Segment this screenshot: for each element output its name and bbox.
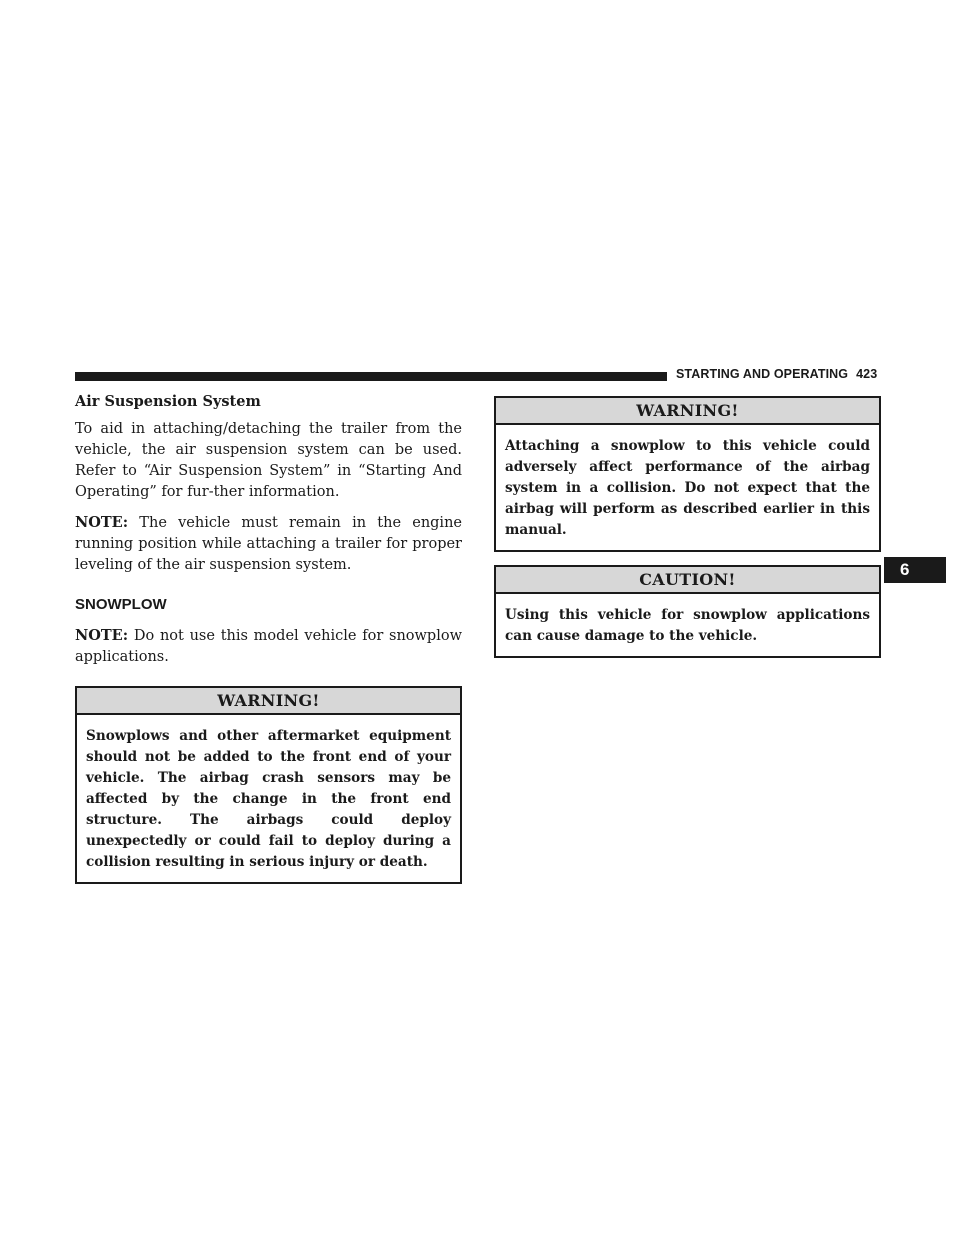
warning-title: WARNING! xyxy=(77,688,460,715)
section-title: STARTING AND OPERATING xyxy=(676,367,849,381)
note-label: NOTE: xyxy=(75,627,129,644)
warning-body: Snowplows and other aftermarket equipment should not be added to the front end of your vehicle. The airbag crash sensors may be affected by the change in the front end structure. The airbags could deploy unexpectedly or could fail to deploy during a collision resulting in serious injury or death. xyxy=(86,728,451,870)
chapter-tab: 6 xyxy=(884,557,946,583)
header-rule xyxy=(75,372,667,381)
note-text: The vehicle must remain in the engine running position while attaching a trailer for proper leveling of the air suspension system. xyxy=(75,515,462,573)
section-heading-snowplow: SNOWPLOW xyxy=(75,596,167,613)
subheading-air-suspension: Air Suspension System xyxy=(75,393,261,410)
paragraph-air-suspension: To aid in attaching/detaching the trailer from the vehicle, the air suspension system can be used. Refer to “Air Suspension System” in “Starting And Operating” for fur-ther information. xyxy=(75,421,462,500)
running-header xyxy=(676,367,877,381)
note-leveling xyxy=(75,512,462,576)
left-column xyxy=(75,391,462,895)
page-number: 423 xyxy=(856,367,878,381)
caution-box-snowplow xyxy=(494,565,881,658)
note-text: Do not use this model vehicle for snowplow applications. xyxy=(75,628,462,665)
warning-body: Attaching a snowplow to this vehicle could adversely affect performance of the airbag system in a collision. Do not expect that the airbag will perform as described earlier in this manual. xyxy=(505,438,870,538)
warning-box-snowplow-equipment xyxy=(75,686,462,884)
caution-title: CAUTION! xyxy=(496,567,879,594)
caution-body: Using this vehicle for snowplow applications can cause damage to the vehicle. xyxy=(505,607,870,644)
warning-box-airbag xyxy=(494,396,881,552)
note-label: NOTE: xyxy=(75,514,129,531)
note-snowplow xyxy=(75,625,462,668)
warning-title: WARNING! xyxy=(496,398,879,425)
right-column xyxy=(494,396,881,669)
